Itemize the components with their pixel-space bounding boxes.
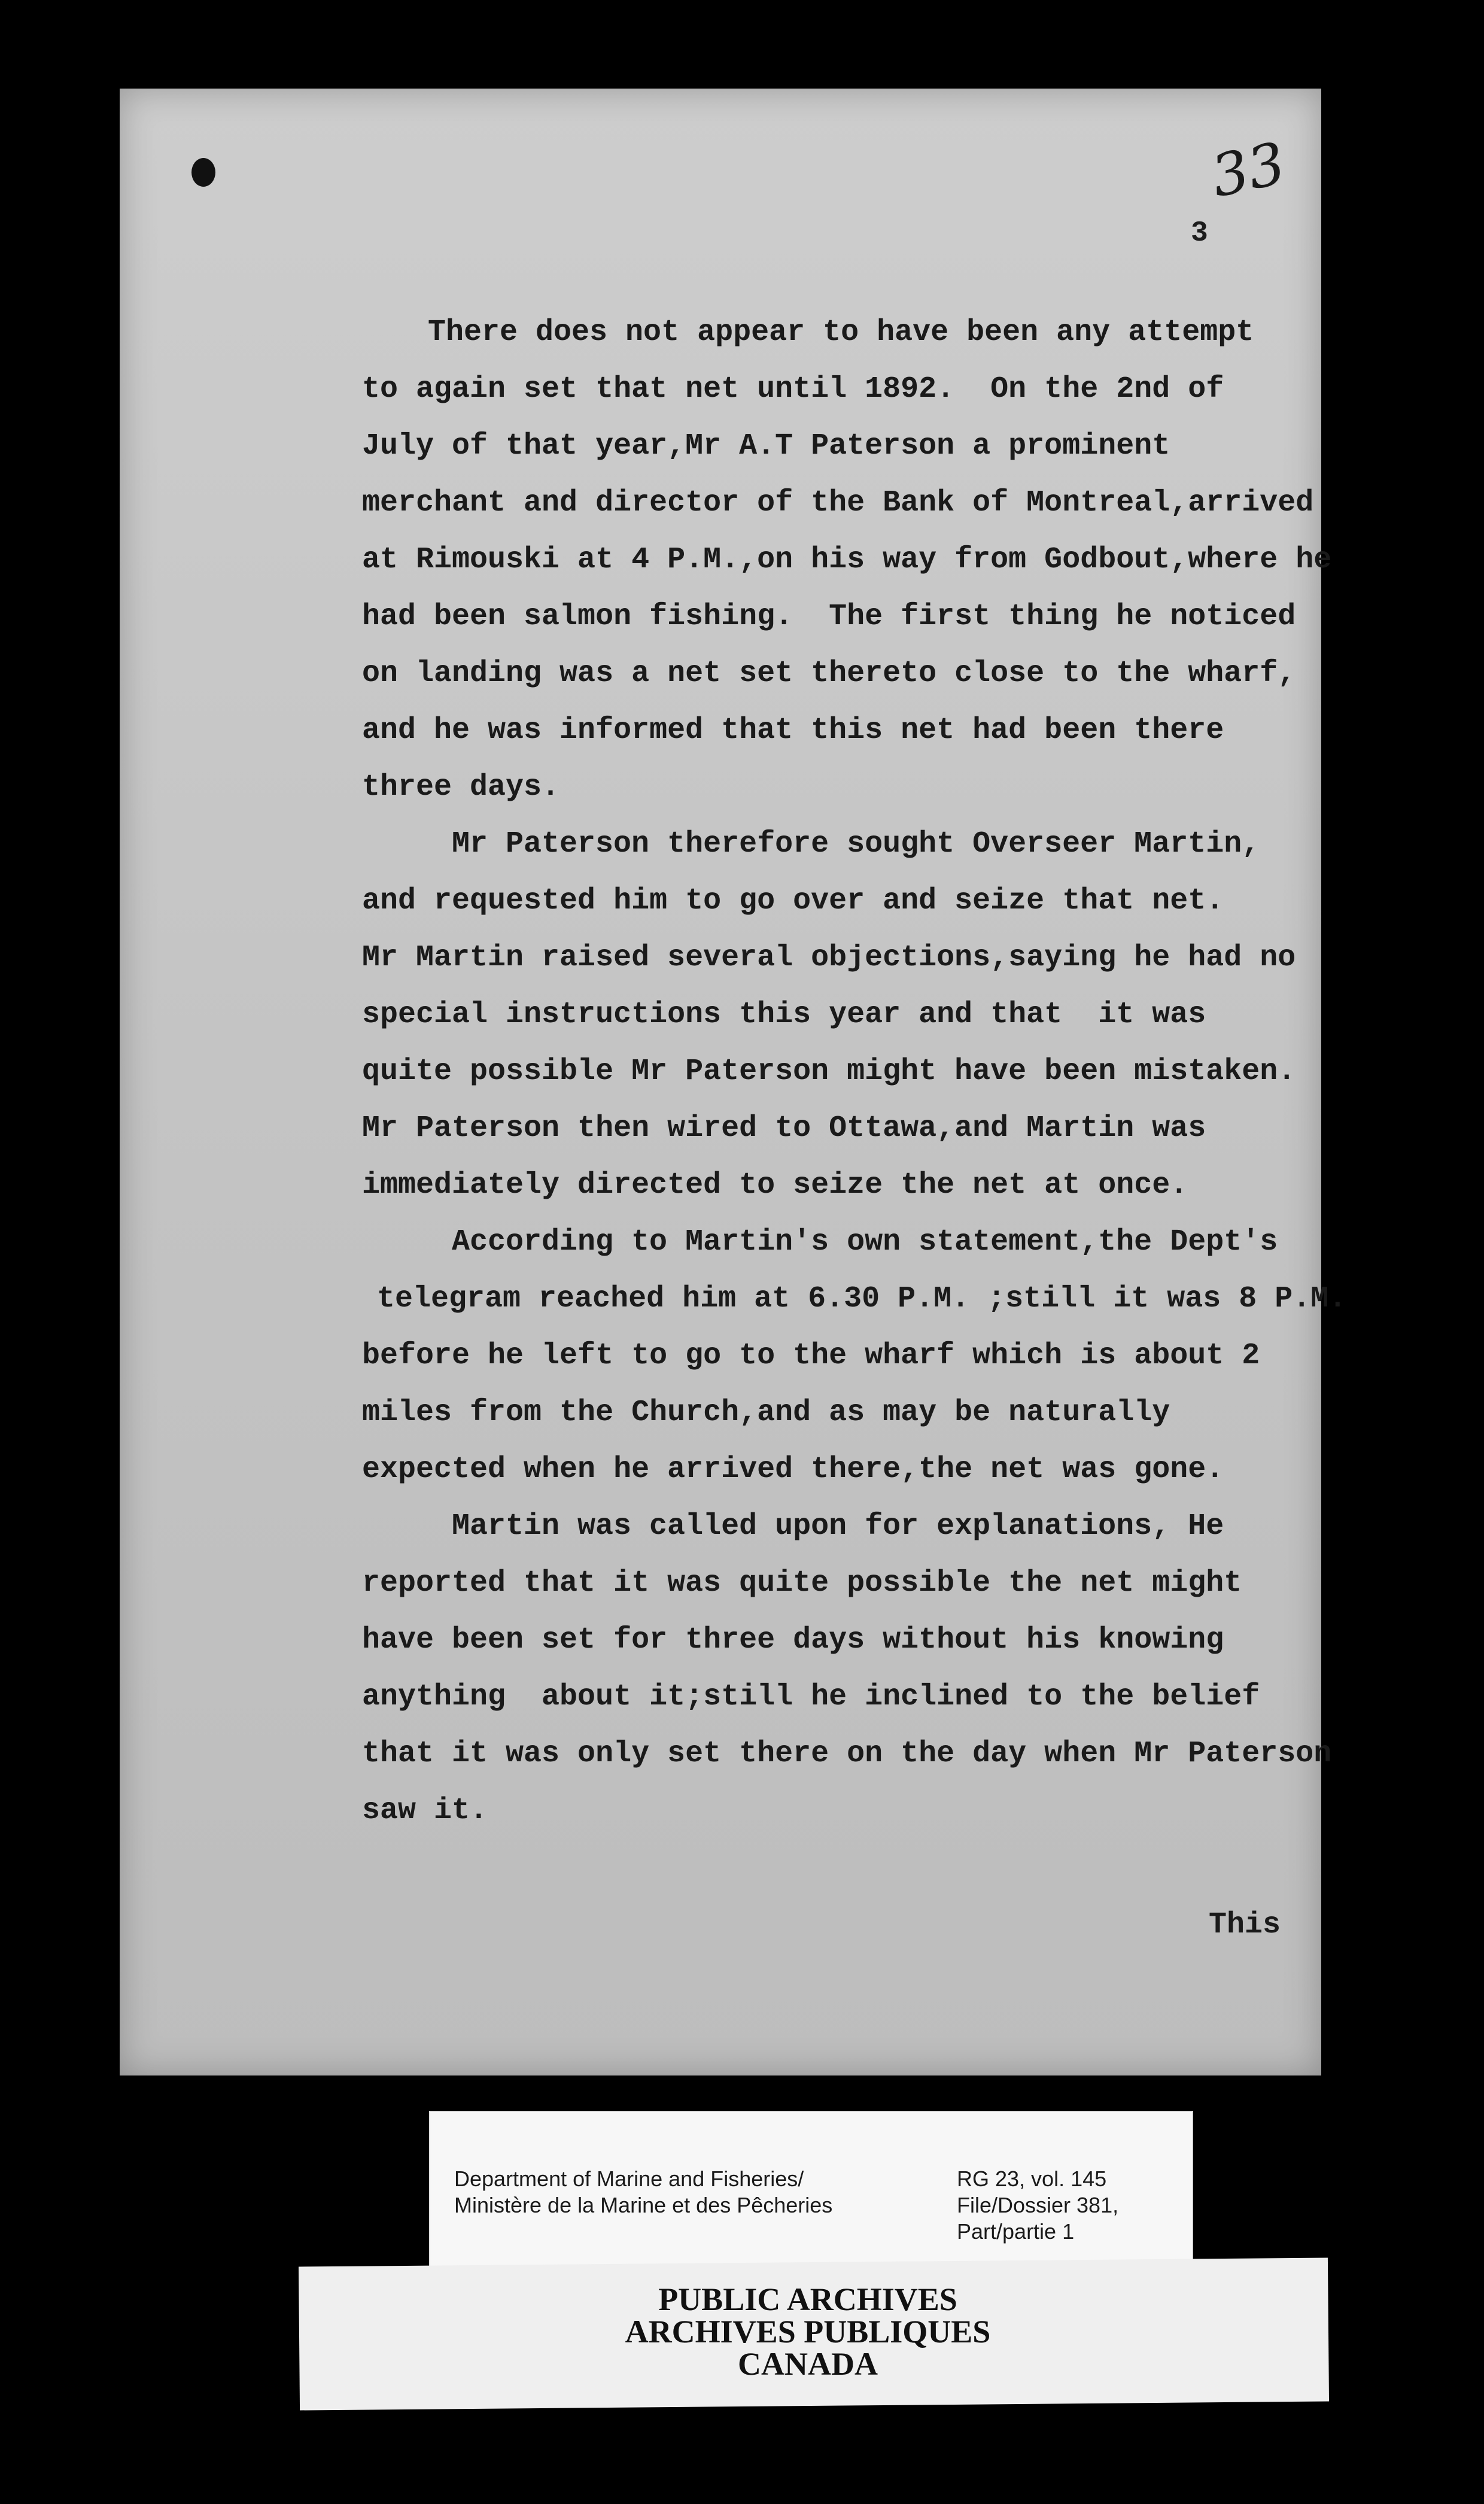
text-line: Mr Martin raised several objections,saying he had no bbox=[362, 941, 1296, 975]
text-line: merchant and director of the Bank of Montreal,arrived bbox=[362, 486, 1314, 520]
text-line: had been salmon fishing. The first thing he noticed bbox=[362, 600, 1296, 634]
text-line: and he was informed that this net had been there bbox=[362, 713, 1224, 747]
text-line: There does not appear to have been any attempt bbox=[428, 315, 1254, 350]
text-line: three days. bbox=[362, 770, 560, 804]
text-line: Mr Paterson therefore sought Overseer Martin, bbox=[452, 827, 1260, 861]
text-line: that it was only set there on the day when Mr Paterson bbox=[362, 1737, 1332, 1771]
text-line: reported that it was quite possible the net might bbox=[362, 1566, 1242, 1600]
text-line: and requested him to go over and seize that net. bbox=[362, 884, 1224, 918]
text-line: immediately directed to seize the net at once. bbox=[362, 1168, 1188, 1202]
text-line: on landing was a net set thereto close to the wharf, bbox=[362, 657, 1296, 691]
text-line: before he left to go to the wharf which is about 2 bbox=[362, 1339, 1260, 1373]
part-number: Part/partie 1 bbox=[957, 2219, 1075, 2244]
text-line: July of that year,Mr A.T Paterson a prominent bbox=[362, 429, 1170, 463]
text-line: expected when he arrived there,the net was gone. bbox=[362, 1452, 1224, 1487]
text-line: Martin was called upon for explanations, He bbox=[452, 1509, 1224, 1543]
text-line: to again set that net until 1892. On the 2nd of bbox=[362, 372, 1224, 406]
typed-body-text bbox=[362, 304, 1427, 1839]
text-line: According to Martin's own statement,the Dept's bbox=[452, 1225, 1278, 1259]
department-name-en: Department of Marine and Fisheries/ bbox=[454, 2166, 804, 2191]
text-line: anything about it;still he inclined to the belief bbox=[362, 1680, 1260, 1714]
record-group: RG 23, vol. 145 bbox=[957, 2166, 1107, 2191]
text-line: have been set for three days without his knowing bbox=[362, 1623, 1224, 1657]
text-line: saw it. bbox=[362, 1794, 488, 1828]
text-line: special instructions this year and that it was bbox=[362, 998, 1206, 1032]
punch-hole bbox=[191, 158, 215, 187]
page-number: 3 bbox=[1191, 217, 1208, 250]
archives-stamp bbox=[431, 2283, 1185, 2380]
archive-reference bbox=[957, 2166, 1118, 2245]
text-line: telegram reached him at 6.30 P.M. ;still it was 8 P.M. bbox=[377, 1282, 1347, 1316]
archives-stamp-line-country: CANADA bbox=[738, 2346, 878, 2382]
text-line: Mr Paterson then wired to Ottawa,and Martin was bbox=[362, 1111, 1206, 1145]
archives-stamp-line-fr: ARCHIVES PUBLIQUES bbox=[625, 2314, 991, 2350]
file-number: File/Dossier 381, bbox=[957, 2193, 1119, 2217]
department-name-fr: Ministère de la Marine et des Pêcheries bbox=[454, 2193, 833, 2217]
text-line: quite possible Mr Paterson might have been mistaken. bbox=[362, 1055, 1296, 1089]
text-line: miles from the Church,and as may be naturally bbox=[362, 1396, 1170, 1430]
archives-stamp-line-en: PUBLIC ARCHIVES bbox=[658, 2281, 957, 2317]
catchword: This bbox=[1209, 1908, 1281, 1942]
text-line: at Rimouski at 4 P.M.,on his way from Godbout,where he bbox=[362, 543, 1332, 577]
handwritten-folio-number: 33 bbox=[1205, 129, 1291, 211]
department-name bbox=[454, 2166, 832, 2219]
document-page bbox=[120, 89, 1347, 2075]
